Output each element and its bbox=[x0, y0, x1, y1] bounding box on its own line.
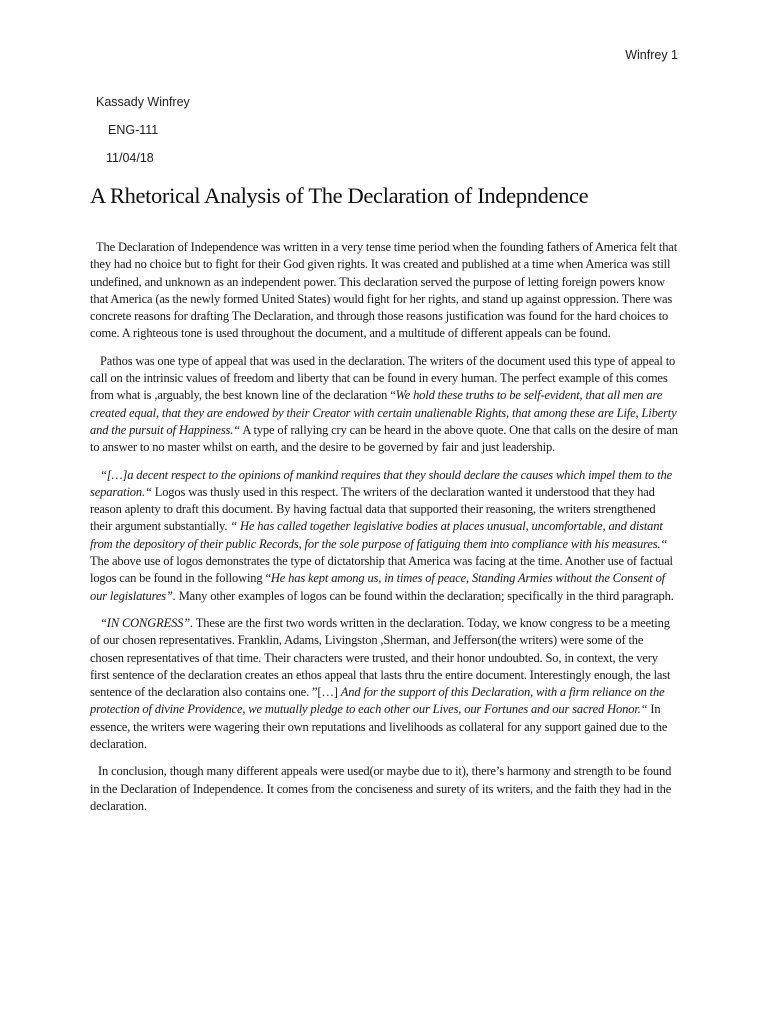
paragraph-text: Logos was thusly used in this respect. The writers of the declaration wanted it understood that they had reason aplenty to draft this document. By having factual data that supported their reasoning, the writers strengthened their argument substantially. bbox=[90, 484, 656, 534]
paragraph-text: In essence, the writers were wagering their own reputations and livelihoods as collateral for any support gained due to the declaration. bbox=[90, 702, 668, 752]
quote: And for the support of this Declaration, with a firm reliance on the protection of divine Providence, we mutually pledge to each other our Lives, our Fortunes and our sacred Honor.“ bbox=[90, 685, 665, 717]
paragraph-text: In conclusion, though many different appeals were used(or maybe due to it), there’s harmony and strength to be found in the Declaration of Independence. It comes from the conciseness and surety of its writers, and the faith they had in the declaration. bbox=[90, 764, 672, 813]
quote: We hold these truths to be self-evident, that all men are created equal, that they are endowed by their Creator with certain unalienable Rights, that among these are Life, Liberty and the pursuit of Happiness.“ bbox=[90, 388, 677, 437]
essay-title: A Rhetorical Analysis of The Declaration of Indepndence bbox=[90, 183, 589, 208]
paragraph-introduction bbox=[90, 239, 680, 343]
paragraph-ethos bbox=[90, 615, 680, 753]
paragraph-text: Pathos was one type of appeal that was used in the declaration. The writers of the document used this type of appeal to call on the intrinsic values of freedom and liberty that can be found in every human. The perfect example of this comes from what is ,arguably, the best known line of the declaration “ bbox=[90, 353, 676, 403]
paragraph-text: A type of rallying cry can be heard in the above quote. One that calls on the desire of man to answer to no master whilst on earth, and the desire to be governed by fair and just leadership. bbox=[90, 422, 678, 455]
paragraph-text: The above use of logos demonstrates the type of dictatorship that America was facing at the time. Another use of factual logos can be found in the following “ bbox=[90, 554, 673, 586]
paragraph-text: The Declaration of Independence was written in a very tense time period when the founding fathers of America felt that they had no choice but to fight for their God given rights. It was created and published at a time when America was still undefined, and unknown as an independent power. This declaration served the purpose of letting foreign powers know that America (as the newly formed United States) would fight for her rights, and stand up against oppression. There was concrete reasons for drafting The Declaration, and through those reasons justification was found for the hard choices to come. A righteous tone is used throughout the document, and a multitude of different appeals can be found. bbox=[90, 240, 678, 341]
paragraph-logos bbox=[90, 467, 680, 605]
mla-heading bbox=[96, 95, 190, 165]
quote: “[…]a decent respect to the opinions of mankind requires that they should declare the causes which impel them to the separation.“ bbox=[90, 467, 672, 499]
essay-body bbox=[90, 239, 680, 825]
author-name: Kassady Winfrey bbox=[96, 95, 190, 109]
quote: He has kept among us, in times of peace, Standing Armies without the Consent of our legislatures”. bbox=[90, 571, 666, 603]
paragraph-conclusion bbox=[90, 763, 680, 815]
paragraph-text: Many other examples of logos can be found within the declaration; specifically in the third paragraph. bbox=[175, 588, 674, 603]
quote: “IN CONGRESS”. bbox=[100, 615, 194, 630]
paragraph-pathos bbox=[90, 353, 680, 457]
quote: “ He has called together legislative bodies at places unusual, uncomfortable, and distant from the depository of their public Records, for the sole purpose of fatiguing them into compliance with his measures.“ bbox=[90, 519, 668, 551]
running-header: Winfrey 1 bbox=[625, 48, 678, 62]
paragraph-text: These are the first two words written in the declaration. Today, we know congress to be a meeting of our chosen representatives. Franklin, Adams, Livingston ,Sherman, and Jefferson(the writers) were some of the chosen representatives of that time. Their characters were trusted, and their honor undoubted. So, in context, the very first sentence of the declaration creates an ethos appeal that lasts thru the entire document. Interestingly enough, the last sentence of the declaration also contains one. ”[…] bbox=[90, 615, 671, 700]
date: 11/04/18 bbox=[106, 151, 154, 165]
course-name: ENG-111 bbox=[108, 123, 159, 137]
